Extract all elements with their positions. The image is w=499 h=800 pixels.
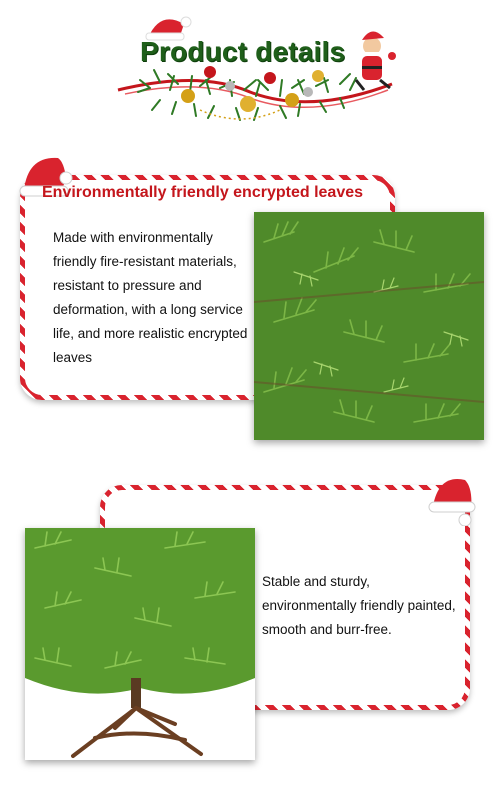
page-header bbox=[0, 0, 499, 135]
section-title: Environmentally friendly encrypted leaves bbox=[42, 184, 364, 201]
section-description: Made with environmentally friendly fire-resistant materials, resistant to pressure and deformation, with a long service life, and more realistic encrypted leaves bbox=[53, 230, 248, 365]
pine-needles-image bbox=[254, 212, 484, 440]
section-description: Stable and sturdy, environmentally friendly painted, smooth and burr-free. bbox=[262, 574, 456, 637]
section-leaves bbox=[0, 150, 499, 450]
section-stand bbox=[0, 470, 499, 790]
santa-hat-icon bbox=[425, 470, 481, 526]
page-title: Product details bbox=[140, 36, 346, 67]
tree-stand-image bbox=[25, 528, 255, 760]
